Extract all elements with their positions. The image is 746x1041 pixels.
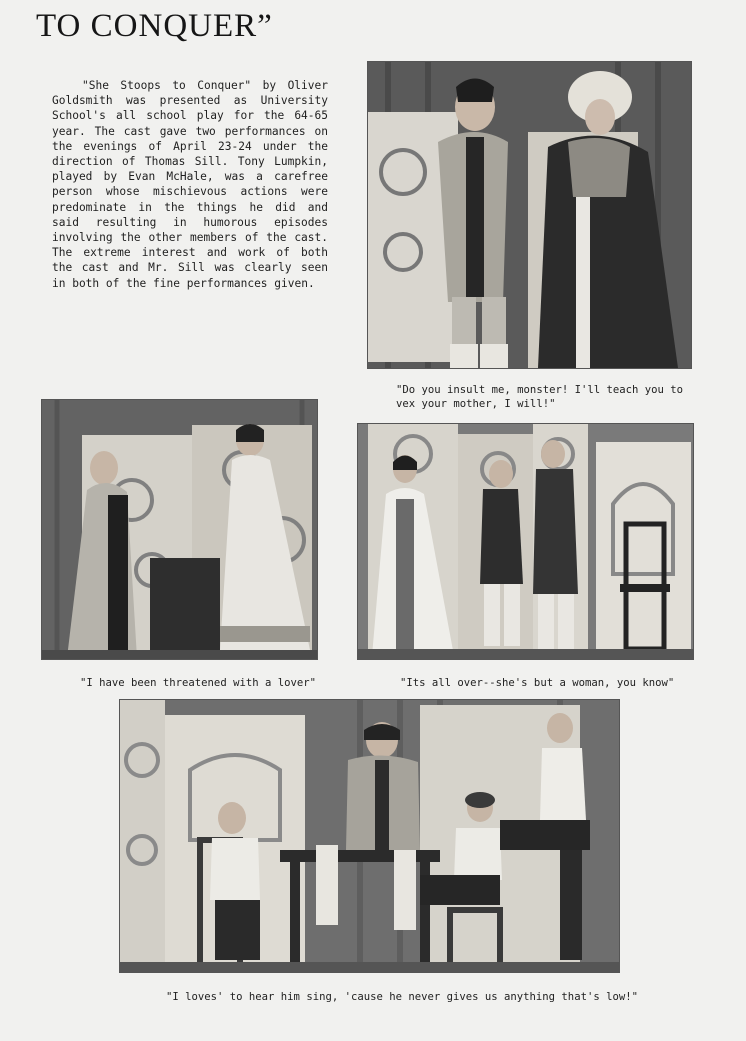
photo-table-scene xyxy=(119,699,620,973)
photo-woman-and-two-men xyxy=(357,423,694,660)
intro-paragraph: "She Stoops to Conquer" by Oliver Goldsmith was presented as University School's all school play for the 64-65 year. The cast gave two performances on the evenings of April 23-24 under the direction of Thomas Sill. Tony Lumpkin, played by Evan McHale, was a carefree person whose mischievous actions were predominate in the things he did and said resulting in humorous episodes involving the other members of the cast. The extreme interest and work of both the cast and Mr. Sill was clearly seen in both of the fine performances given. xyxy=(52,79,328,290)
photo-3-caption: "Its all over--she's but a woman, you know" xyxy=(400,677,675,689)
photo-4-caption: "I loves' to hear him sing, 'cause he never gives us anything that's low!" xyxy=(166,991,638,1003)
photo-tony-and-mother xyxy=(367,61,692,369)
photo-1-caption: "Do you insult me, monster! I'll teach you to vex your mother, I will!" xyxy=(396,384,684,410)
photo-two-women xyxy=(41,399,318,660)
page-headline: TO CONQUER” xyxy=(36,8,273,44)
photo-2-caption: "I have been threatened with a lover" xyxy=(80,677,316,689)
